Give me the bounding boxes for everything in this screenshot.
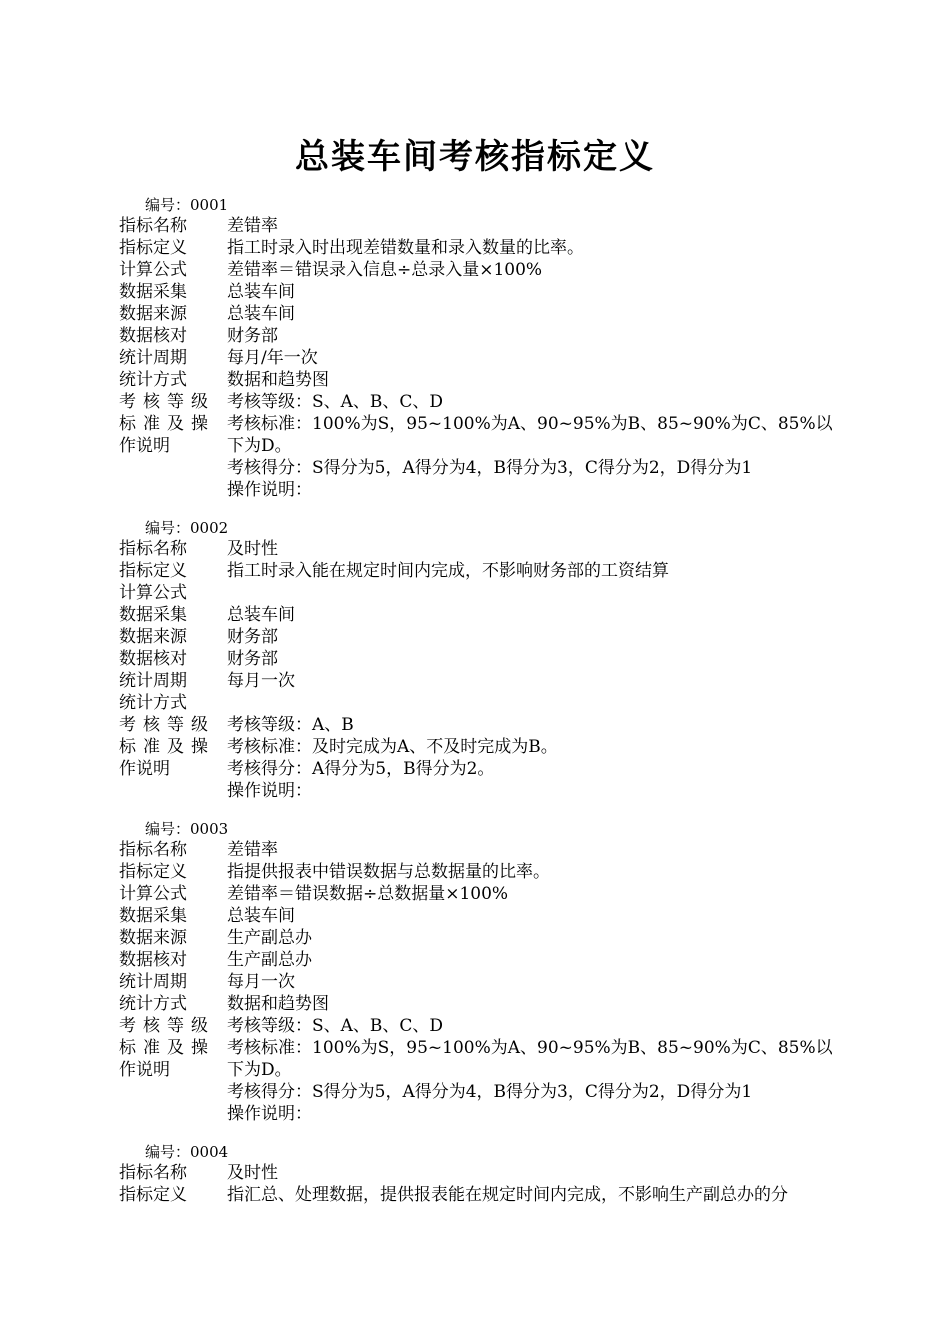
grading-line: 下为D。 — [227, 1060, 292, 1080]
grading-line: 考核标准：100%为S，95~100%为A、90~95%为B、85~90%为C、85%以 — [227, 414, 833, 434]
field-label: 统计方式 — [119, 370, 187, 390]
field-label: 数据来源 — [119, 928, 187, 948]
field-label: 指标定义 — [119, 1185, 187, 1205]
field-label: 统计方式 — [119, 693, 187, 713]
field-value: 差错率＝错误录入信息÷总录入量×100% — [227, 260, 543, 280]
field-row-formula — [119, 582, 864, 604]
label-line: 考核等级 — [119, 392, 215, 412]
field-row-definition — [119, 237, 864, 259]
grading-line: 操作说明： — [227, 781, 312, 801]
field-value: 财务部 — [227, 627, 278, 647]
field-row-formula — [119, 259, 864, 281]
field-value — [227, 582, 864, 604]
indicator-number: 编号：0001 — [145, 196, 229, 214]
field-row-verify — [119, 949, 864, 971]
field-row-period — [119, 347, 864, 369]
field-value: 生产副总办 — [227, 928, 312, 948]
field-label: 统计周期 — [119, 348, 187, 368]
indicator-number: 编号：0003 — [145, 820, 229, 838]
field-label-grading — [119, 714, 227, 802]
field-value: 每月一次 — [227, 671, 295, 691]
field-value: 指提供报表中错误数据与总数据量的比率。 — [227, 862, 550, 882]
label-line: 作说明 — [119, 436, 170, 456]
grading-line: 考核标准：100%为S，95~100%为A、90~95%为B、85~90%为C、85%以 — [227, 1038, 833, 1058]
field-row-collect — [119, 604, 864, 626]
field-row-name — [119, 1162, 864, 1184]
field-value: 生产副总办 — [227, 950, 312, 970]
field-label: 数据核对 — [119, 649, 187, 669]
label-line: 作说明 — [119, 1060, 170, 1080]
label-line: 标准及操 — [119, 414, 215, 434]
indicator-block-0002 — [119, 518, 864, 802]
grading-line: 考核得分：A得分为5，B得分为2。 — [227, 759, 495, 779]
indicator-number: 编号：0004 — [145, 1143, 229, 1161]
field-label: 指标名称 — [119, 840, 187, 860]
field-row-source — [119, 927, 864, 949]
document-title: 总装车间考核指标定义 — [295, 137, 655, 177]
field-label: 数据核对 — [119, 950, 187, 970]
field-value: 总装车间 — [227, 906, 295, 926]
field-row-definition — [119, 560, 864, 582]
field-value: 每月一次 — [227, 972, 295, 992]
field-row-verify — [119, 325, 864, 347]
grading-line: 考核标准：及时完成为A、不及时完成为B。 — [227, 737, 558, 757]
field-value: 总装车间 — [227, 282, 295, 302]
field-value: 指汇总、处理数据，提供报表能在规定时间内完成，不影响生产副总办的分 — [227, 1185, 788, 1205]
grading-line: 操作说明： — [227, 480, 312, 500]
field-row-grading — [119, 714, 864, 802]
field-label: 数据采集 — [119, 282, 187, 302]
field-row-method — [119, 993, 864, 1015]
field-label: 计算公式 — [119, 260, 187, 280]
field-row-method — [119, 369, 864, 391]
field-row-source — [119, 303, 864, 325]
field-row-formula — [119, 883, 864, 905]
indicator-block-0003 — [119, 819, 864, 1125]
field-label: 计算公式 — [119, 583, 187, 603]
grading-line: 考核等级：S、A、B、C、D — [227, 392, 444, 412]
field-label: 指标定义 — [119, 238, 187, 258]
field-row-verify — [119, 648, 864, 670]
indicator-list — [119, 195, 864, 1223]
field-row-definition — [119, 861, 864, 883]
grading-text — [227, 391, 864, 501]
field-value: 总装车间 — [227, 304, 295, 324]
field-row-collect — [119, 281, 864, 303]
grading-line: 考核得分：S得分为5，A得分为4，B得分为3，C得分为2，D得分为1 — [227, 458, 753, 478]
grading-text — [227, 714, 864, 802]
field-value: 差错率 — [227, 216, 278, 236]
grading-line: 考核等级：S、A、B、C、D — [227, 1016, 444, 1036]
grading-line: 考核得分：S得分为5，A得分为4，B得分为3，C得分为2，D得分为1 — [227, 1082, 753, 1102]
field-row-name — [119, 538, 864, 560]
field-row-source — [119, 626, 864, 648]
field-value: 指工时录入时出现差错数量和录入数量的比率。 — [227, 238, 584, 258]
indicator-block-0001 — [119, 195, 864, 501]
field-label: 指标名称 — [119, 539, 187, 559]
field-label: 指标名称 — [119, 216, 187, 236]
field-label: 数据来源 — [119, 627, 187, 647]
grading-text — [227, 1015, 864, 1125]
label-line: 标准及操 — [119, 737, 215, 757]
field-value: 总装车间 — [227, 605, 295, 625]
field-label: 指标定义 — [119, 561, 187, 581]
field-value: 数据和趋势图 — [227, 370, 329, 390]
field-value: 财务部 — [227, 326, 278, 346]
field-row-grading — [119, 391, 864, 501]
field-label: 统计周期 — [119, 671, 187, 691]
field-value: 财务部 — [227, 649, 278, 669]
field-row-name — [119, 839, 864, 861]
field-label: 统计方式 — [119, 994, 187, 1014]
field-label-grading — [119, 1015, 227, 1125]
grading-line: 操作说明： — [227, 1104, 312, 1124]
field-value: 差错率＝错误数据÷总数据量×100% — [227, 884, 509, 904]
field-label: 计算公式 — [119, 884, 187, 904]
field-value — [227, 692, 864, 714]
field-row-period — [119, 670, 864, 692]
indicator-block-0004 — [119, 1142, 864, 1206]
field-row-collect — [119, 905, 864, 927]
field-label: 统计周期 — [119, 972, 187, 992]
field-row-name — [119, 215, 864, 237]
indicator-number: 编号：0002 — [145, 519, 229, 537]
field-row-method — [119, 692, 864, 714]
label-line: 考核等级 — [119, 1016, 215, 1036]
field-value: 及时性 — [227, 539, 278, 559]
field-row-definition — [119, 1184, 864, 1206]
field-row-period — [119, 971, 864, 993]
field-label: 数据采集 — [119, 605, 187, 625]
label-line: 标准及操 — [119, 1038, 215, 1058]
field-label-grading — [119, 391, 227, 501]
field-label: 数据采集 — [119, 906, 187, 926]
field-row-grading — [119, 1015, 864, 1125]
field-value: 指工时录入能在规定时间内完成，不影响财务部的工资结算 — [227, 561, 669, 581]
grading-line: 下为D。 — [227, 436, 292, 456]
field-value: 数据和趋势图 — [227, 994, 329, 1014]
field-label: 数据核对 — [119, 326, 187, 346]
label-line: 作说明 — [119, 759, 170, 779]
grading-line: 考核等级：A、B — [227, 715, 354, 735]
field-value: 每月/年一次 — [227, 348, 318, 368]
field-value: 差错率 — [227, 840, 278, 860]
label-line: 考核等级 — [119, 715, 215, 735]
field-label: 指标名称 — [119, 1163, 187, 1183]
field-label: 数据来源 — [119, 304, 187, 324]
field-value: 及时性 — [227, 1163, 278, 1183]
field-label: 指标定义 — [119, 862, 187, 882]
